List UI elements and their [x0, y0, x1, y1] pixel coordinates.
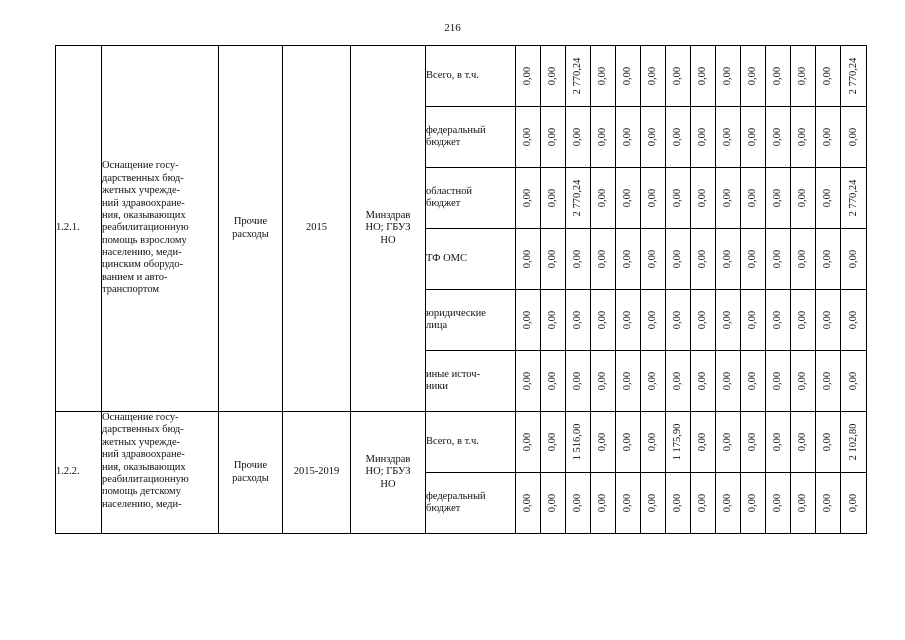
value-text: 0,00	[771, 66, 783, 86]
value-text: 0,00	[546, 188, 558, 208]
value-text: 0,00	[821, 127, 833, 147]
value-cell	[566, 46, 591, 107]
value-text: 0,00	[521, 127, 533, 147]
value-text: 0,00	[571, 371, 583, 391]
value-cell	[591, 229, 616, 290]
value-cell	[566, 168, 591, 229]
value-text: 0,00	[571, 127, 583, 147]
value-cell	[716, 229, 741, 290]
value-text: 0,00	[596, 249, 608, 269]
value-text: 1 516,00	[571, 423, 583, 461]
value-cell	[816, 229, 841, 290]
value-cell	[791, 168, 816, 229]
value-cell	[766, 412, 791, 473]
value-cell	[816, 412, 841, 473]
value-cell	[641, 168, 666, 229]
value-text: 0,00	[796, 249, 808, 269]
value-text: 0,00	[746, 66, 758, 86]
value-cell	[516, 168, 541, 229]
value-cell	[541, 290, 566, 351]
value-cell	[691, 473, 716, 534]
value-text: 0,00	[596, 188, 608, 208]
value-cell	[766, 168, 791, 229]
value-cell	[666, 168, 691, 229]
value-text: 0,00	[746, 127, 758, 147]
value-text: 0,00	[847, 371, 859, 391]
value-text: 0,00	[621, 432, 633, 452]
value-text: 0,00	[596, 127, 608, 147]
value-cell	[666, 290, 691, 351]
value-text: 2 770,24	[847, 179, 859, 217]
value-text: 0,00	[596, 371, 608, 391]
value-text: 0,00	[671, 310, 683, 330]
value-cell	[641, 412, 666, 473]
value-cell	[616, 229, 641, 290]
value-text: 1 175,90	[671, 423, 683, 461]
value-cell	[816, 46, 841, 107]
value-cell	[516, 46, 541, 107]
value-cell	[616, 412, 641, 473]
value-cell	[616, 351, 641, 412]
value-text: 0,00	[646, 310, 658, 330]
expense-type: Прочие расходы	[219, 412, 283, 534]
funding-source: федеральный бюджет	[426, 473, 516, 534]
value-cell	[591, 290, 616, 351]
value-text: 2 770,24	[847, 57, 859, 95]
value-text: 0,00	[746, 493, 758, 513]
value-text: 0,00	[771, 371, 783, 391]
value-text: 0,00	[646, 432, 658, 452]
value-cell	[716, 351, 741, 412]
value-cell	[566, 107, 591, 168]
value-cell	[841, 46, 867, 107]
value-cell	[516, 412, 541, 473]
value-cell	[666, 351, 691, 412]
value-text: 0,00	[847, 310, 859, 330]
value-text: 0,00	[696, 310, 708, 330]
value-text: 0,00	[521, 371, 533, 391]
value-cell	[516, 351, 541, 412]
funding-source: федеральный бюджет	[426, 107, 516, 168]
value-text: 0,00	[671, 371, 683, 391]
value-text: 0,00	[621, 493, 633, 513]
value-text: 0,00	[671, 249, 683, 269]
value-cell	[541, 351, 566, 412]
value-text: 0,00	[796, 66, 808, 86]
funding-source: Всего, в т.ч.	[426, 412, 516, 473]
value-text: 0,00	[546, 310, 558, 330]
value-text: 0,00	[521, 188, 533, 208]
value-cell	[591, 46, 616, 107]
value-cell	[691, 351, 716, 412]
value-cell	[791, 107, 816, 168]
value-cell	[666, 46, 691, 107]
value-text: 0,00	[546, 249, 558, 269]
value-text: 0,00	[847, 127, 859, 147]
value-text: 0,00	[571, 493, 583, 513]
value-text: 0,00	[796, 493, 808, 513]
value-text: 0,00	[546, 432, 558, 452]
value-text: 0,00	[847, 249, 859, 269]
value-text: 0,00	[721, 432, 733, 452]
value-text: 0,00	[521, 249, 533, 269]
value-cell	[516, 107, 541, 168]
funding-source: областной бюджет	[426, 168, 516, 229]
value-text: 0,00	[821, 371, 833, 391]
value-cell	[841, 229, 867, 290]
value-cell	[816, 351, 841, 412]
value-cell	[616, 473, 641, 534]
value-text: 2 102,80	[847, 423, 859, 461]
value-text: 0,00	[721, 66, 733, 86]
value-cell	[641, 351, 666, 412]
value-cell	[791, 412, 816, 473]
value-cell	[666, 473, 691, 534]
value-cell	[541, 229, 566, 290]
value-cell	[616, 107, 641, 168]
value-cell	[716, 107, 741, 168]
value-text: 0,00	[521, 493, 533, 513]
value-cell	[591, 473, 616, 534]
value-cell	[641, 229, 666, 290]
value-text: 0,00	[696, 493, 708, 513]
value-text: 0,00	[646, 249, 658, 269]
value-text: 0,00	[821, 66, 833, 86]
value-cell	[691, 412, 716, 473]
value-cell	[691, 290, 716, 351]
value-cell	[741, 168, 766, 229]
value-text: 0,00	[796, 127, 808, 147]
value-text: 0,00	[596, 432, 608, 452]
value-text: 0,00	[546, 371, 558, 391]
value-cell	[566, 351, 591, 412]
value-cell	[716, 46, 741, 107]
funding-source: ТФ ОМС	[426, 229, 516, 290]
value-cell	[541, 46, 566, 107]
value-text: 0,00	[596, 493, 608, 513]
value-text: 0,00	[521, 432, 533, 452]
value-text: 0,00	[646, 66, 658, 86]
value-cell	[691, 229, 716, 290]
value-text: 2 770,24	[571, 57, 583, 95]
value-cell	[741, 107, 766, 168]
value-text: 0,00	[571, 310, 583, 330]
value-text: 0,00	[621, 66, 633, 86]
value-cell	[641, 290, 666, 351]
value-text: 0,00	[796, 371, 808, 391]
value-cell	[741, 473, 766, 534]
value-text: 0,00	[521, 66, 533, 86]
page-number: 216	[444, 22, 461, 34]
value-cell	[616, 46, 641, 107]
value-text: 0,00	[646, 371, 658, 391]
value-text: 0,00	[621, 249, 633, 269]
value-text: 0,00	[771, 249, 783, 269]
value-text: 0,00	[596, 310, 608, 330]
value-text: 0,00	[671, 66, 683, 86]
value-text: 0,00	[621, 371, 633, 391]
value-cell	[816, 290, 841, 351]
value-text: 0,00	[821, 432, 833, 452]
value-cell	[691, 107, 716, 168]
value-cell	[516, 229, 541, 290]
value-text: 0,00	[596, 66, 608, 86]
value-cell	[566, 473, 591, 534]
value-text: 0,00	[546, 66, 558, 86]
value-text: 0,00	[721, 493, 733, 513]
expense-type: Прочие расходы	[219, 46, 283, 412]
value-text: 0,00	[746, 188, 758, 208]
value-cell	[616, 290, 641, 351]
value-text: 0,00	[571, 249, 583, 269]
value-text: 0,00	[696, 432, 708, 452]
value-cell	[566, 229, 591, 290]
value-text: 0,00	[696, 127, 708, 147]
value-cell	[841, 351, 867, 412]
value-text: 0,00	[671, 188, 683, 208]
value-text: 0,00	[621, 127, 633, 147]
value-cell	[541, 107, 566, 168]
value-cell	[541, 412, 566, 473]
value-text: 0,00	[847, 493, 859, 513]
value-text: 0,00	[796, 188, 808, 208]
value-text: 0,00	[821, 249, 833, 269]
value-text: 0,00	[696, 249, 708, 269]
value-text: 0,00	[746, 432, 758, 452]
value-cell	[616, 168, 641, 229]
value-text: 0,00	[696, 188, 708, 208]
value-text: 0,00	[746, 310, 758, 330]
value-cell	[766, 473, 791, 534]
funding-source: иные источ- ники	[426, 351, 516, 412]
value-cell	[791, 290, 816, 351]
value-cell	[716, 290, 741, 351]
value-cell	[766, 107, 791, 168]
value-text: 0,00	[521, 310, 533, 330]
value-text: 0,00	[671, 127, 683, 147]
value-text: 0,00	[671, 493, 683, 513]
value-cell	[541, 473, 566, 534]
value-text: 0,00	[746, 249, 758, 269]
value-cell	[816, 473, 841, 534]
value-cell	[766, 290, 791, 351]
item-name: Оснащение госу- дарственных бюд- жетных учрежде- ний здравоохране- ния, оказывающих реабилитационную помощь детскому населению, меди-	[102, 412, 219, 534]
value-cell	[741, 290, 766, 351]
value-text: 0,00	[771, 127, 783, 147]
value-cell	[641, 473, 666, 534]
value-text: 0,00	[621, 188, 633, 208]
funding-source: юридические лица	[426, 290, 516, 351]
value-cell	[816, 107, 841, 168]
budget-table	[55, 45, 867, 534]
value-cell	[841, 168, 867, 229]
value-text: 0,00	[746, 371, 758, 391]
value-cell	[516, 473, 541, 534]
value-cell	[541, 168, 566, 229]
value-text: 0,00	[696, 371, 708, 391]
value-text: 0,00	[721, 188, 733, 208]
value-text: 0,00	[621, 310, 633, 330]
value-text: 0,00	[821, 310, 833, 330]
value-cell	[591, 107, 616, 168]
value-text: 0,00	[646, 188, 658, 208]
value-cell	[641, 46, 666, 107]
executor: Минздрав НО; ГБУЗ НО	[351, 46, 426, 412]
value-cell	[816, 168, 841, 229]
value-text: 0,00	[546, 127, 558, 147]
value-cell	[741, 46, 766, 107]
value-cell	[766, 46, 791, 107]
value-cell	[716, 473, 741, 534]
value-text: 0,00	[546, 493, 558, 513]
value-cell	[741, 412, 766, 473]
value-text: 0,00	[821, 188, 833, 208]
value-cell	[791, 351, 816, 412]
value-cell	[666, 107, 691, 168]
value-cell	[841, 412, 867, 473]
executor: Минздрав НО; ГБУЗ НО	[351, 412, 426, 534]
value-cell	[591, 168, 616, 229]
value-text: 0,00	[721, 310, 733, 330]
period: 2015-2019	[283, 412, 351, 534]
value-cell	[716, 168, 741, 229]
value-cell	[591, 412, 616, 473]
value-cell	[691, 168, 716, 229]
value-text: 0,00	[646, 127, 658, 147]
value-cell	[591, 351, 616, 412]
value-text: 0,00	[821, 493, 833, 513]
value-text: 0,00	[771, 432, 783, 452]
value-text: 0,00	[696, 66, 708, 86]
value-cell	[791, 46, 816, 107]
period: 2015	[283, 46, 351, 412]
table-row	[56, 412, 867, 473]
value-cell	[691, 46, 716, 107]
value-cell	[566, 290, 591, 351]
value-cell	[666, 412, 691, 473]
value-cell	[741, 351, 766, 412]
value-cell	[766, 351, 791, 412]
value-cell	[791, 473, 816, 534]
value-text: 0,00	[721, 249, 733, 269]
value-cell	[716, 412, 741, 473]
value-text: 0,00	[771, 310, 783, 330]
value-cell	[516, 290, 541, 351]
value-cell	[641, 107, 666, 168]
item-number: 1.2.2.	[56, 412, 102, 534]
value-text: 0,00	[721, 127, 733, 147]
value-text: 0,00	[771, 188, 783, 208]
value-text: 0,00	[771, 493, 783, 513]
value-text: 2 770,24	[571, 179, 583, 217]
value-cell	[841, 107, 867, 168]
value-text: 0,00	[721, 371, 733, 391]
value-text: 0,00	[646, 493, 658, 513]
value-cell	[566, 412, 591, 473]
value-text: 0,00	[796, 310, 808, 330]
funding-source: Всего, в т.ч.	[426, 46, 516, 107]
value-cell	[666, 229, 691, 290]
value-cell	[841, 290, 867, 351]
item-name: Оснащение госу- дарственных бюд- жетных учрежде- ний здравоохране- ния, оказывающих реабилитационную помощь взрослому населению, меди- цинским оборудо- ванием и авто- транспортом	[102, 46, 219, 412]
table-row	[56, 46, 867, 107]
value-cell	[741, 229, 766, 290]
value-cell	[841, 473, 867, 534]
value-text: 0,00	[796, 432, 808, 452]
value-cell	[791, 229, 816, 290]
item-number: 1.2.1.	[56, 46, 102, 412]
value-cell	[766, 229, 791, 290]
